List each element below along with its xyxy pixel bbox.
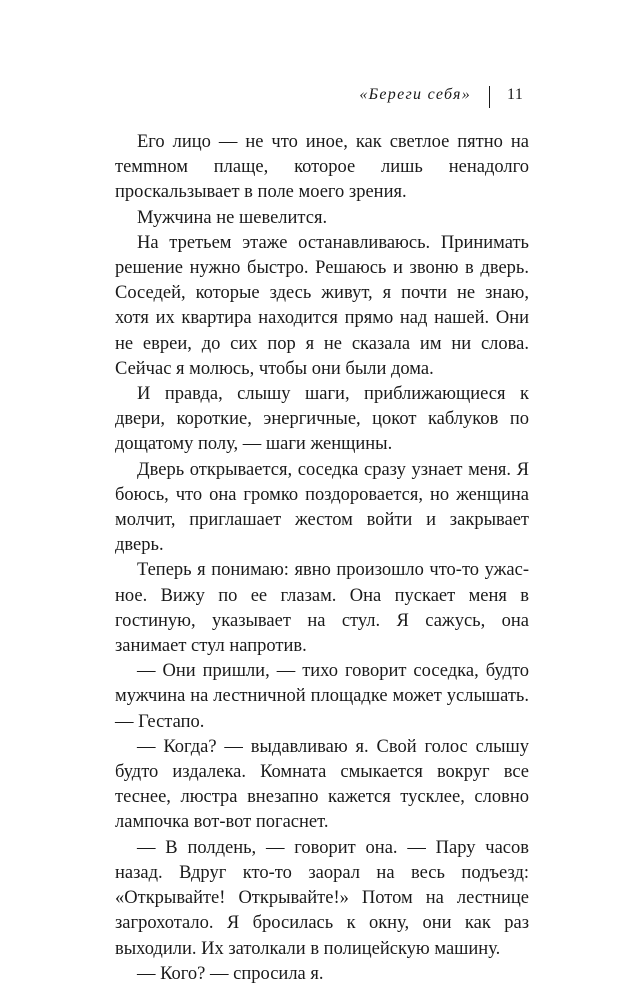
body-text <box>115 130 529 987</box>
paragraph: — Когда? — выдавливаю я. Свой голос слышу будто издалека. Комната смыкается вокруг все теснее, люстра внезапно кажется тусклее, словно лампочка вот-вот погаснет. <box>115 736 529 833</box>
paragraph: Его лицо — не что иное, как светлое пятно на темmном плаще, которое лишь ненадолго проскальзывает в поле моего зрения. <box>115 132 529 203</box>
paragraph: — Они пришли, — тихо говорит соседка, будто мужчина на лестничной площадке может услышать. — Гестапо. <box>115 661 529 732</box>
page-number: 11 <box>507 86 524 103</box>
running-head <box>0 86 644 110</box>
paragraph: — Кого? — спросила я. <box>137 963 324 984</box>
paragraph: И правда, слышу шаги, приближающиеся к двери, короткие, энергичные, цокот каблуков по дощатому полу, — шаги женщины. <box>115 384 529 455</box>
paragraph: Мужчина не шевелится. <box>137 207 328 228</box>
paragraph: Дверь открывается, соседка сразу узнает меня. Я боюсь, что она громко поздоровается, но женщина молчит, приглашает жестом войти и закрывает дверь. <box>115 459 529 556</box>
paragraph: — В полдень, — говорит она. — Пару часов назад. Вдруг кто-то заорал на весь подъезд: «Открывайте! Открывайте!» Потом на лестнице загрохотало. Я бросилась к окну, они как раз выходили. Их затолкали в полицейскую машину. <box>115 837 529 959</box>
header-divider <box>489 86 490 108</box>
paragraph: На третьем этаже останавливаюсь. Принимать решение нужно быстро. Решаюсь и звоню в дверь. Соседей, которые здесь живут, я почти не знаю, хотя их квартира находится прямо над нашей. Они не евреи, до сих пор я не сказала им ни слова. Сейчас я молюсь, чтобы они были дома. <box>115 232 529 379</box>
running-title: «Береги себя» <box>359 86 471 103</box>
paragraph: Теперь я понимаю: явно произошло что-то ужасное. Вижу по ее глазам. Она пускает меня в гостиную, указывает на стул. Я сажусь, она занимает стул напротив. <box>115 560 529 657</box>
